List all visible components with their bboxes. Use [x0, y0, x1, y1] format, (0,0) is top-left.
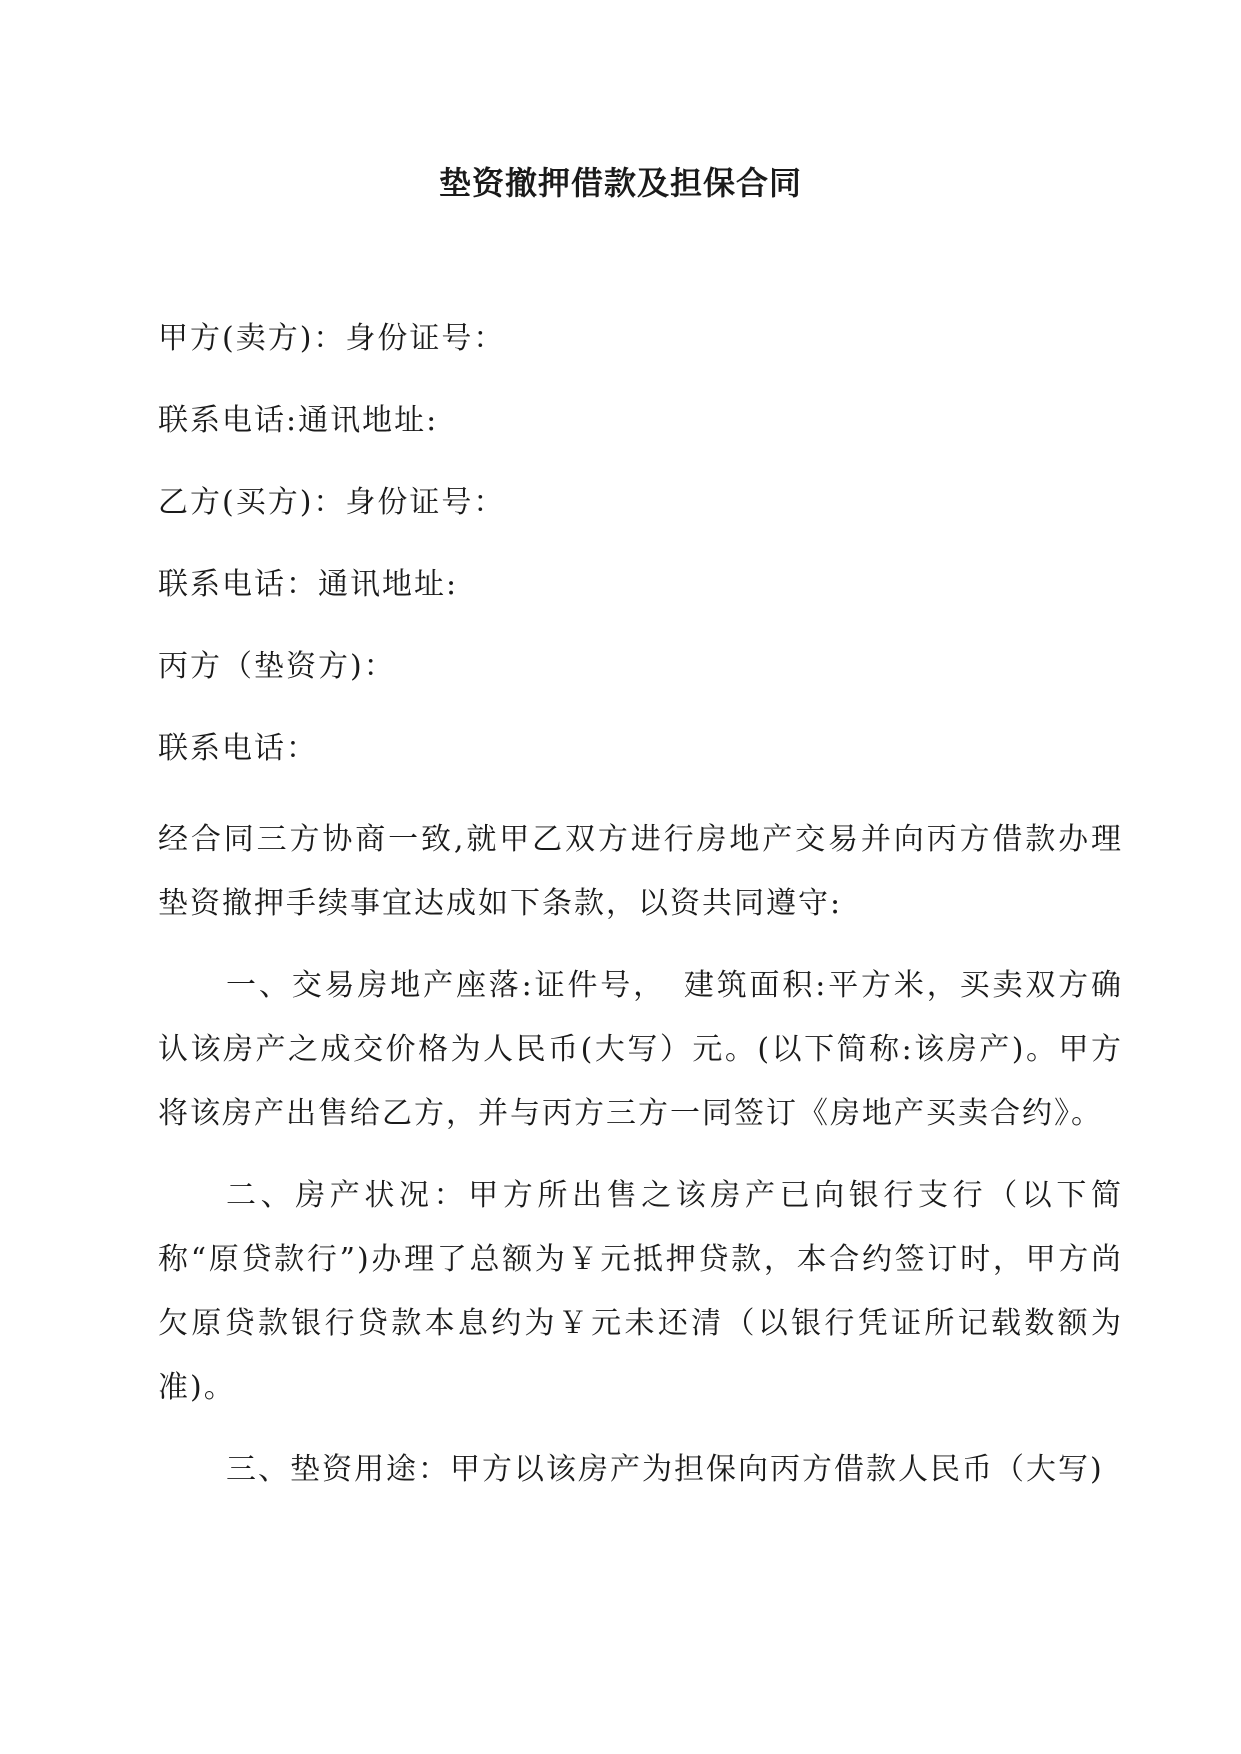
clause-3-paragraph: 三、垫资用途：甲方以该房产为担保向丙方借款人民币（大写) [226, 1452, 1104, 1487]
document-title: 垫资撤押借款及担保合同 [438, 164, 802, 202]
document-body [158, 316, 1123, 1520]
party-b-line: 乙方(买方)：身份证号： [158, 485, 506, 520]
party-b-contact-line: 联系电话：通讯地址: [158, 567, 459, 602]
intro-paragraph: 经合同三方协商一致,就甲乙双方进行房地产交易并向丙方借款办理垫资撤押手续事宜达成如下条款，以资共同遵守: [158, 822, 1123, 921]
clause-1-paragraph: 一、交易房地产座落:证件号， 建筑面积:平方米，买卖双方确认该房产之成交价格为人民币(大写）元。(以下简称:该房产)。甲方将该房产出售给乙方，并与丙方三方一同签订《房地产买卖合约》。 [158, 968, 1123, 1131]
party-c-contact-line: 联系电话： [158, 731, 318, 766]
party-a-contact-line: 联系电话:通讯地址: [158, 403, 439, 438]
clause-2-paragraph: 二、房产状况：甲方所出售之该房产已向银行支行（以下简称“原贷款行”)办理了总额为￥元抵押贷款，本合约签订时，甲方尚欠原贷款银行贷款本息约为￥元未还清（以银行凭证所记载数额为准)。 [158, 1178, 1123, 1405]
party-a-line: 甲方(卖方)：身份证号： [158, 321, 506, 356]
party-c-line: 丙方（垫资方)： [158, 649, 396, 684]
